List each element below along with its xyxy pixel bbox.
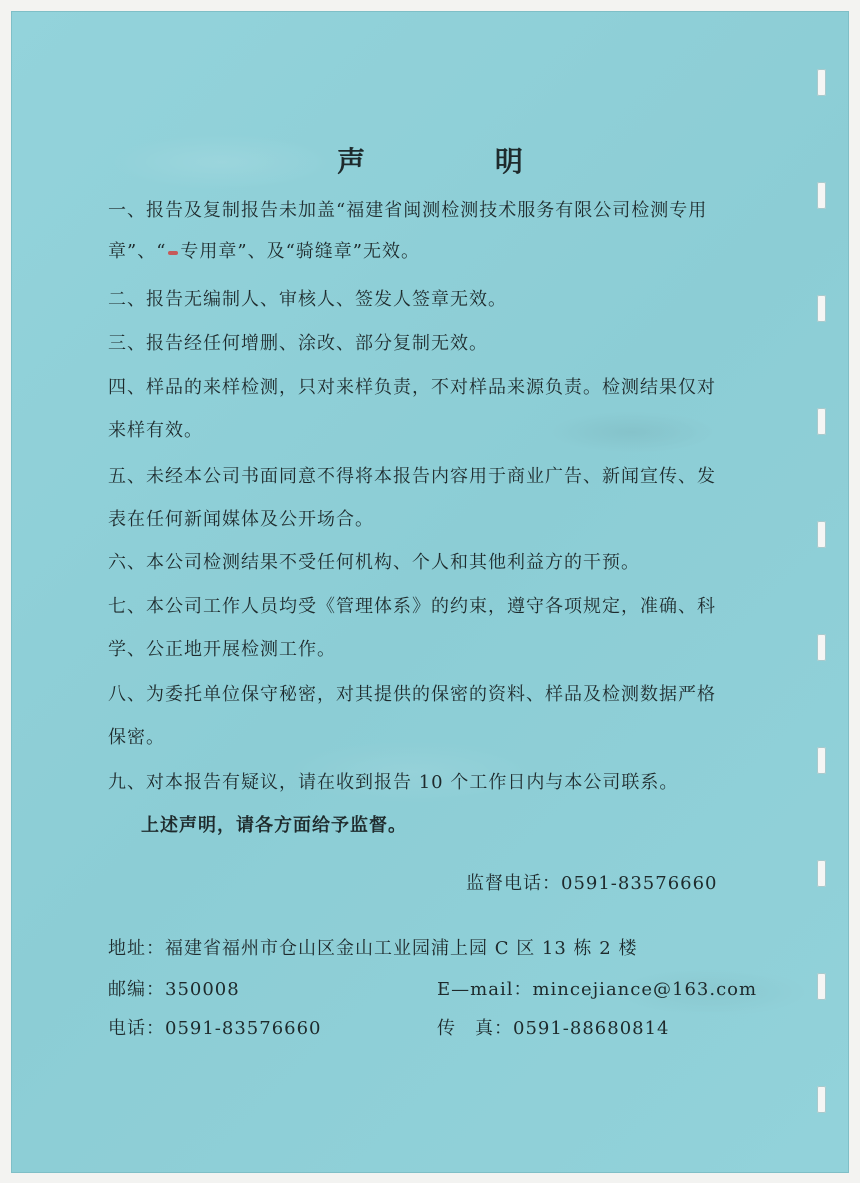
punch-hole bbox=[817, 1086, 826, 1113]
clause-7-line-1: 七、本公司工作人员均受《管理体系》的约束，遵守各项规定，准确、科 bbox=[108, 596, 716, 617]
contact-address: 地址：福建省福州市仓山区金山工业园浦上园 C 区 13 栋 2 楼 bbox=[108, 938, 638, 959]
punch-hole bbox=[817, 69, 826, 96]
clause-5-line-2: 表在任何新闻媒体及公开场合。 bbox=[108, 509, 374, 530]
clause-5-line-1: 五、未经本公司书面同意不得将本报告内容用于商业广告、新闻宣传、发 bbox=[108, 466, 716, 487]
clause-4-line-2: 来样有效。 bbox=[108, 420, 203, 441]
punch-hole bbox=[817, 182, 826, 209]
clause-2: 二、报告无编制人、审核人、签发人签章无效。 bbox=[108, 289, 507, 310]
clause-1-line-2 bbox=[108, 237, 420, 263]
clause-6: 六、本公司检测结果不受任何机构、个人和其他利益方的干预。 bbox=[108, 552, 640, 573]
punch-hole bbox=[817, 408, 826, 435]
punch-hole bbox=[817, 295, 826, 322]
clause-9: 九、对本报告有疑议，请在收到报告 10 个工作日内与本公司联系。 bbox=[108, 772, 679, 793]
clause-8-line-1: 八、为委托单位保守秘密，对其提供的保密的资料、样品及检测数据严格 bbox=[108, 684, 716, 705]
punch-hole bbox=[817, 634, 826, 661]
clause-7-line-2: 学、公正地开展检测工作。 bbox=[108, 639, 336, 660]
supervision-phone: 监督电话：0591-83576660 bbox=[466, 873, 718, 894]
clause-1-prefix: 章”、“ bbox=[108, 241, 167, 262]
closing-statement: 上述声明，请各方面给予监督。 bbox=[141, 815, 407, 836]
punch-hole bbox=[817, 860, 826, 887]
cma-mark-icon bbox=[168, 251, 178, 255]
contact-fax: 传 真：0591-88680814 bbox=[437, 1018, 670, 1039]
clause-4-line-1: 四、样品的来样检测，只对来样负责，不对样品来源负责。检测结果仅对 bbox=[108, 377, 716, 398]
clause-8-line-2: 保密。 bbox=[108, 727, 165, 748]
page-title: 声 明 bbox=[337, 145, 583, 178]
punch-hole bbox=[817, 521, 826, 548]
clause-1-suffix: 专用章”、及“骑缝章”无效。 bbox=[180, 241, 421, 262]
clause-3: 三、报告经任何增删、涂改、部分复制无效。 bbox=[108, 333, 488, 354]
punch-hole bbox=[817, 973, 826, 1000]
contact-postcode: 邮编：350008 bbox=[108, 979, 240, 1000]
contact-phone: 电话：0591-83576660 bbox=[108, 1018, 322, 1039]
punch-hole bbox=[817, 747, 826, 774]
clause-1-line-1: 一、报告及复制报告未加盖“福建省闽测检测技术服务有限公司检测专用 bbox=[108, 200, 708, 221]
contact-email: E—mail：mincejiance@163.com bbox=[437, 979, 758, 1000]
